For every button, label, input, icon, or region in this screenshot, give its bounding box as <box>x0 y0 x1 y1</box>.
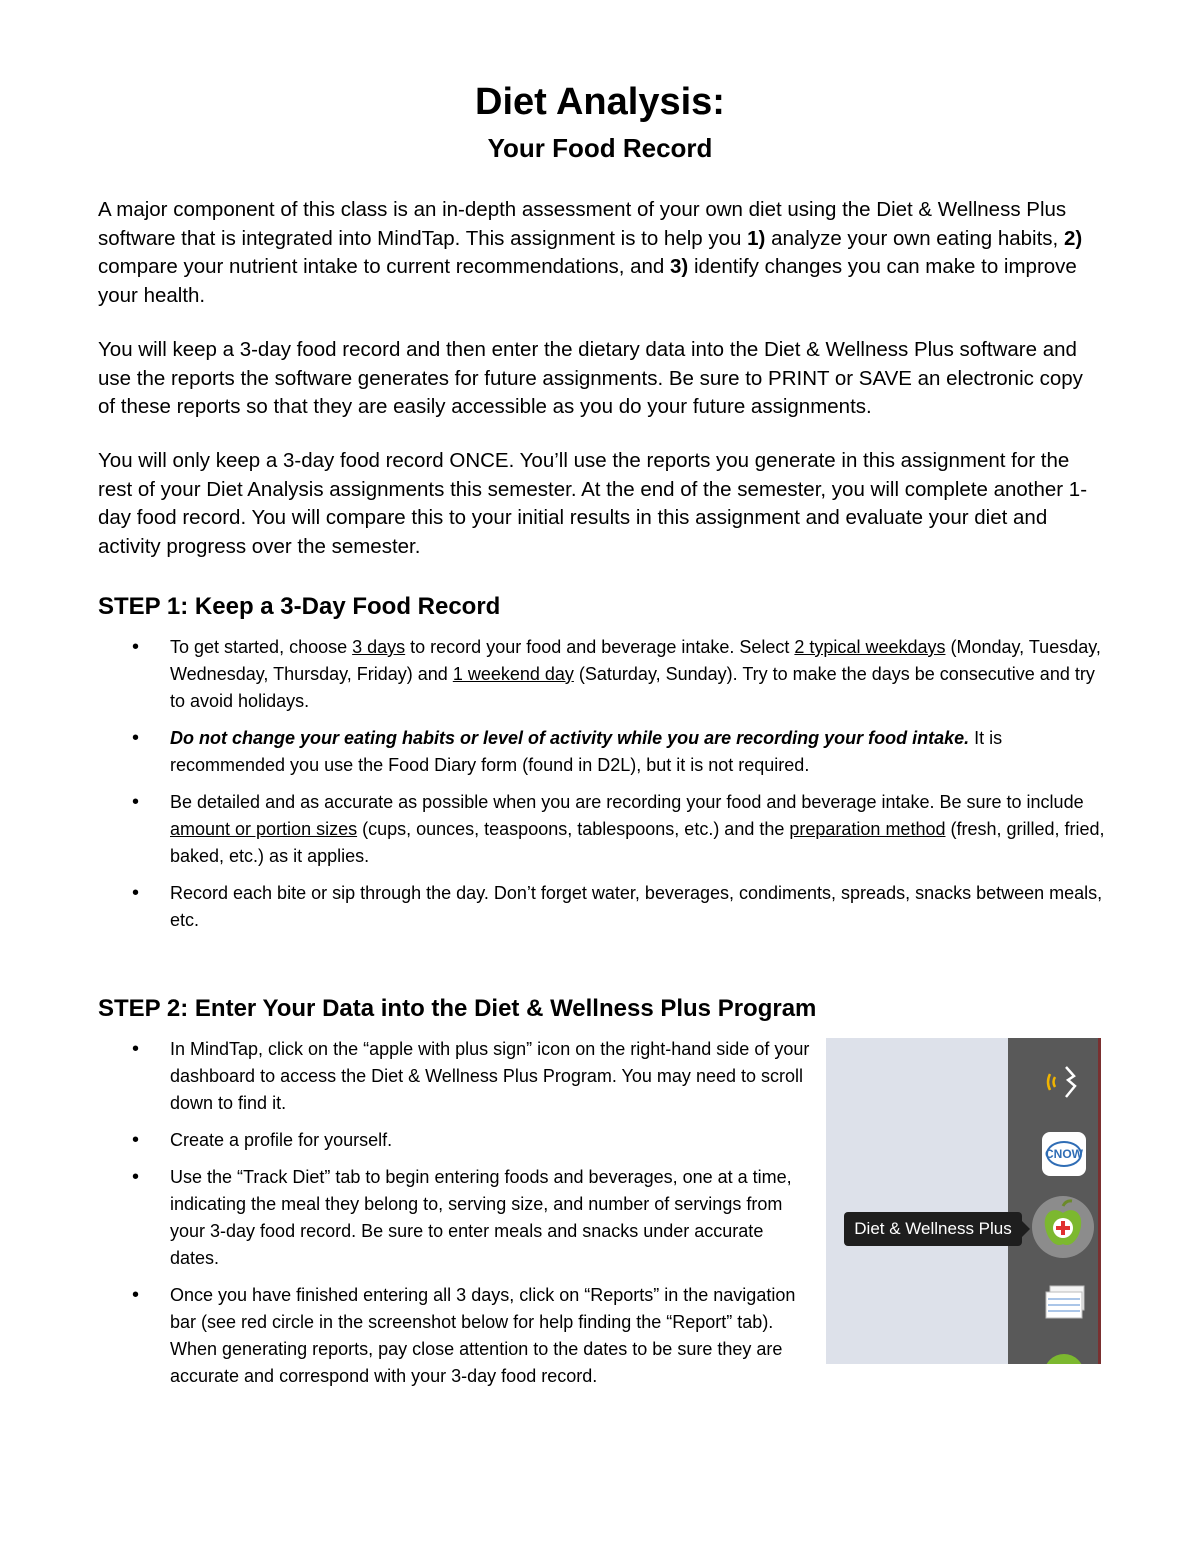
list-item: • Use the “Track Diet” tab to begin entering foods and beverages, one at a time, indicating the meal they belong to, serving size, and number of servings from your 3-day food record. Be sure to enter meals and snacks under accurate dates. <box>98 1164 816 1272</box>
underlined-text: 3 days <box>352 637 406 657</box>
intro-number: 2) <box>1063 226 1083 250</box>
underlined-text: preparation method <box>789 819 946 839</box>
underlined-text: amount or portion sizes <box>170 819 358 839</box>
list-item: • Once you have finished entering all 3 days, click on “Reports” in the navigation bar (see red circle in the screenshot below for help finding the “Report” tab). When generating reports, pay close attention to the dates to be sure they are accurate and correspond with your 3-day food record. <box>98 1282 816 1390</box>
step2-heading: STEP 2: Enter Your Data into the Diet & Wellness Plus Program <box>98 995 817 1022</box>
list-text: (cups, ounces, teaspoons, tablespoons, etc.) and the <box>357 819 790 839</box>
list-text: (Saturday, Sunday). Try to make the days be consecutive and try to avoid holidays. <box>170 664 1095 711</box>
intro-text: identify changes you can make to improve your health. <box>98 255 1077 307</box>
list-item <box>98 725 1108 779</box>
underlined-text: 1 weekend day <box>452 664 574 684</box>
page-subtitle: Your Food Record <box>487 133 713 163</box>
list-text: (fresh, grilled, fried, baked, etc.) as it applies. <box>170 819 1105 866</box>
page-title: Diet Analysis: <box>475 81 725 123</box>
list-item <box>98 789 1108 870</box>
list-item: • In MindTap, click on the “apple with plus sign” icon on the right-hand side of your dashboard to access the Diet & Wellness Plus Program. You may need to scroll down to find it. <box>98 1036 816 1117</box>
step1-heading: STEP 1: Keep a 3-Day Food Record <box>98 593 501 620</box>
underlined-text: 2 typical weekdays <box>794 637 946 657</box>
step1-list <box>98 634 1108 944</box>
flashcards-icon[interactable] <box>1044 1282 1088 1322</box>
intro-number: 1) <box>747 226 766 250</box>
apple-plus-icon[interactable] <box>1032 1196 1094 1258</box>
list-item: • Record each bite or sip through the day. Don’t forget water, beverages, condiments, spreads, snacks between meals, etc. <box>98 880 1108 934</box>
intro-text: analyze your own eating habits, <box>765 226 1064 250</box>
intro-paragraph-1 <box>98 196 1098 310</box>
list-text: to record your food and beverage intake. Select <box>405 637 795 657</box>
list-item <box>98 634 1108 715</box>
list-text: It is recommended you use the Food Diary form (found in D2L), but it is not required. <box>170 728 1003 775</box>
diet-wellness-tooltip: Diet & Wellness Plus <box>844 1212 1022 1246</box>
intro-text: compare your nutrient intake to current recommendations, and <box>98 255 671 278</box>
intro-number: 3) <box>670 255 689 278</box>
emphasized-text: Do not change your eating habits or level of activity while you are recording your food intake. <box>170 728 970 748</box>
cnow-label: CNOW <box>1045 1147 1083 1161</box>
apple-shape <box>1032 1196 1094 1258</box>
readspeaker-icon[interactable] <box>1044 1064 1084 1100</box>
list-item: • Create a profile for yourself. <box>98 1127 816 1154</box>
list-text: (Monday, Tuesday, Wednesday, Thursday, Friday) and <box>170 637 1101 684</box>
intro-paragraph-2: You will keep a 3-day food record and then enter the dietary data into the Diet & Wellness Plus software and use the reports the software generates for future assignments. Be sure to PRINT or SAVE an electronic copy of these reports so that they are easily accessible as you do your future assignments. <box>98 338 1083 418</box>
cnow-icon[interactable] <box>1042 1132 1086 1176</box>
intro-text: A major component of this class is an in-depth assessment of your own diet using the Diet & Wellness Plus software that is integrated into MindTap. This assignment is to help you <box>98 198 1067 250</box>
list-text: Be detailed and as accurate as possible when you are recording your food and beverage intake. Be sure to include <box>170 792 1084 812</box>
dock-edge-line <box>1098 1038 1101 1364</box>
step2-list <box>98 1036 816 1400</box>
list-text: To get started, choose <box>170 637 353 657</box>
mindtap-dashboard-screenshot <box>826 1038 1101 1364</box>
intro-paragraph-3: You will only keep a 3-day food record ONCE. You’ll use the reports you generate in this assignment for the rest of your Diet Analysis assignments this semester. At the end of the semester, you will complete another 1-day food record. You will compare this to your initial results in this assignment and evaluate your diet and activity progress over the semester. <box>98 449 1088 558</box>
